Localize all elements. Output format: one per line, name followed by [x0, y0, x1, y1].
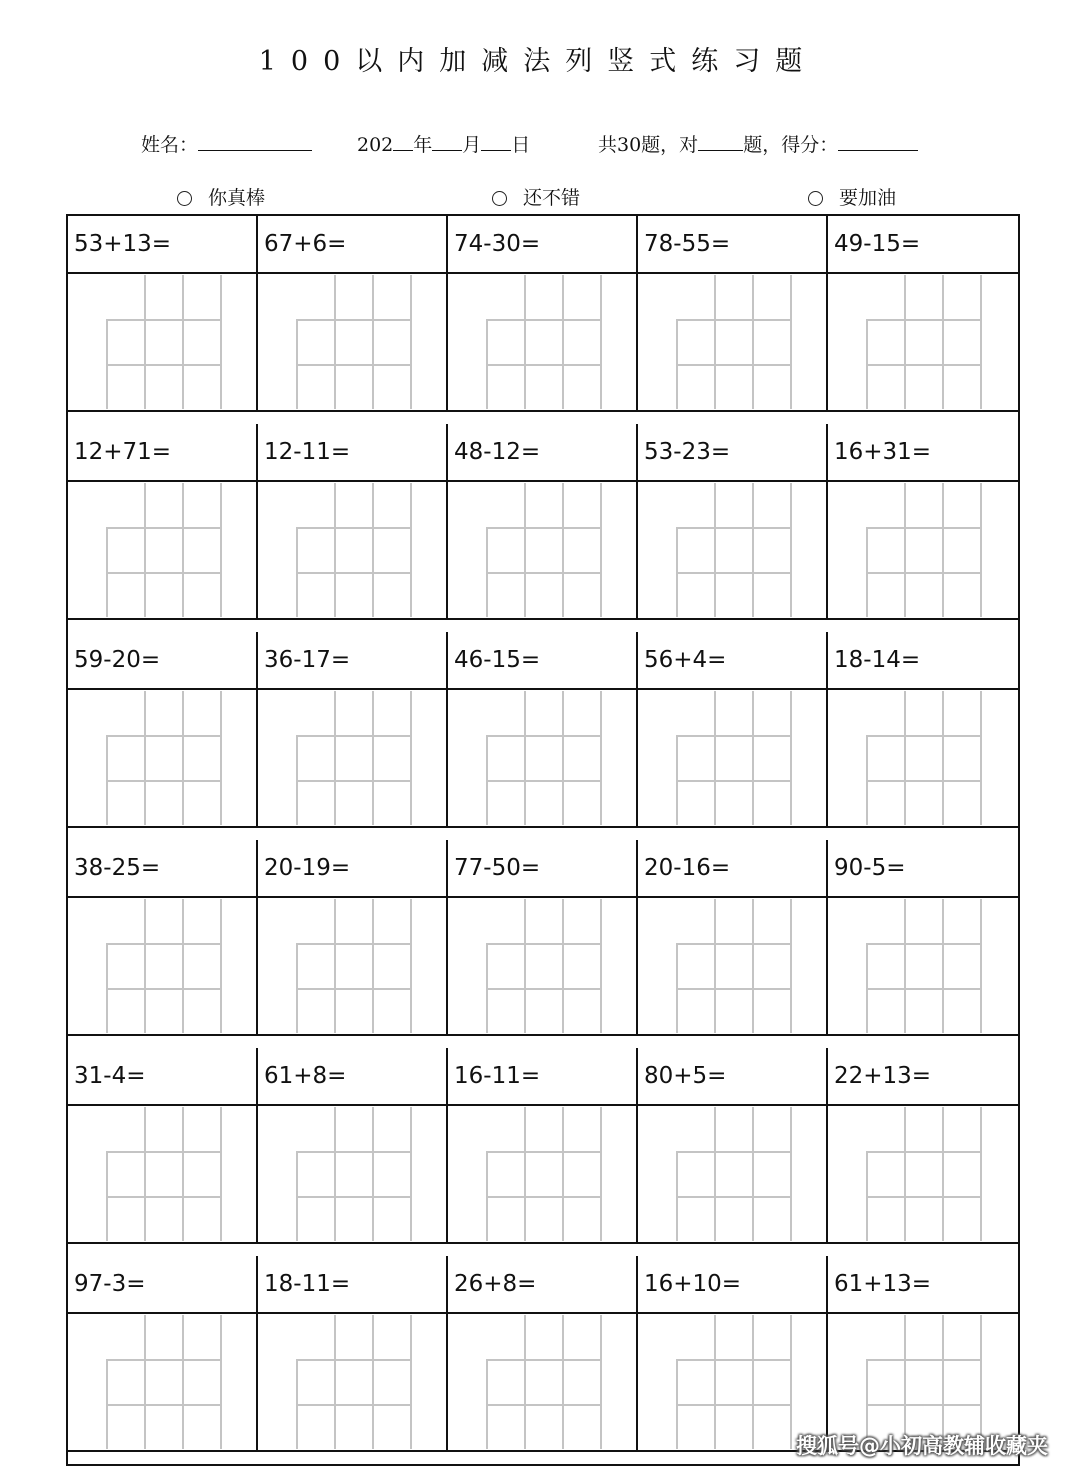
total-label: 共30题，对	[598, 134, 699, 156]
grid-line	[486, 988, 601, 990]
grid-line	[562, 275, 564, 409]
month-label: 月	[462, 134, 482, 156]
problem-cell	[638, 632, 828, 826]
answer-grid[interactable]	[106, 1315, 246, 1449]
grid-line	[486, 780, 601, 782]
grid-line	[372, 899, 374, 1033]
grid-line	[410, 691, 412, 825]
problem-cell	[258, 1256, 448, 1450]
grid-line	[676, 527, 791, 529]
answer-grid[interactable]	[486, 899, 626, 1033]
name-field	[141, 130, 312, 160]
grid-line	[942, 899, 944, 1033]
grid-line	[866, 572, 981, 574]
grid-line	[106, 1359, 221, 1361]
grid-line	[106, 527, 221, 529]
problem-cell	[258, 424, 448, 618]
grid-line	[106, 1196, 221, 1198]
rating-option	[492, 183, 580, 213]
problem-cell	[448, 840, 638, 1034]
grid-line	[486, 735, 601, 737]
problem-row	[68, 216, 1018, 412]
problem-text: 20-16=	[638, 840, 826, 898]
month-blank	[432, 130, 462, 151]
grid-line	[182, 1315, 184, 1449]
answer-grid[interactable]	[486, 1315, 626, 1449]
problem-text: 18-11=	[258, 1256, 446, 1314]
name-blank	[198, 130, 312, 151]
answer-grid[interactable]	[676, 899, 816, 1033]
problem-cell	[68, 1048, 258, 1242]
grid-line	[904, 899, 906, 1033]
rating-options	[0, 183, 1076, 213]
grid-line	[752, 1107, 754, 1241]
grid-line	[714, 275, 716, 409]
grid-line	[334, 691, 336, 825]
grid-line	[980, 899, 982, 1033]
answer-grid[interactable]	[866, 1107, 1006, 1241]
grid-line	[980, 1315, 982, 1449]
grid-line	[676, 1196, 791, 1198]
answer-grid[interactable]	[676, 1107, 816, 1241]
problem-text: 31-4=	[68, 1048, 256, 1106]
grid-line	[182, 899, 184, 1033]
grid-line	[296, 1359, 411, 1361]
grid-line	[296, 943, 411, 945]
answer-grid[interactable]	[676, 691, 816, 825]
year-blank	[393, 130, 413, 151]
problem-cell	[258, 1048, 448, 1242]
grid-line	[296, 735, 411, 737]
grid-line	[334, 483, 336, 617]
problem-row	[68, 424, 1018, 620]
rating-label: 要加油	[839, 187, 897, 209]
grid-line	[866, 1151, 981, 1153]
grid-line	[980, 275, 982, 409]
problem-text: 26+8=	[448, 1256, 636, 1314]
grid-line	[524, 275, 526, 409]
grid-line	[372, 275, 374, 409]
grid-line	[410, 275, 412, 409]
grid-line	[676, 1359, 791, 1361]
grid-line	[106, 780, 221, 782]
problem-cell	[68, 840, 258, 1034]
problem-text: 56+4=	[638, 632, 826, 690]
grid-line	[296, 527, 411, 529]
problem-cell	[828, 216, 1018, 410]
grid-line	[562, 1107, 564, 1241]
year-prefix: 202	[357, 134, 394, 156]
grid-line	[486, 319, 601, 321]
problem-cell	[258, 632, 448, 826]
grid-line	[144, 899, 146, 1033]
grid-line	[524, 691, 526, 825]
name-label: 姓名：	[141, 134, 199, 156]
answer-grid[interactable]	[486, 1107, 626, 1241]
grid-line	[144, 691, 146, 825]
problem-cell	[68, 216, 258, 410]
grid-line	[144, 1315, 146, 1449]
grid-line	[942, 691, 944, 825]
grid-line	[866, 988, 981, 990]
grid-line	[220, 1107, 222, 1241]
grid-line	[942, 1315, 944, 1449]
problem-cell	[258, 216, 448, 410]
problem-cell	[68, 1256, 258, 1450]
grid-line	[904, 1107, 906, 1241]
problem-text: 12+71=	[68, 424, 256, 482]
grid-line	[752, 1315, 754, 1449]
answer-grid[interactable]	[676, 483, 816, 617]
grid-line	[296, 1404, 411, 1406]
grid-line	[296, 364, 411, 366]
circle-icon	[177, 191, 192, 206]
grid-line	[372, 1107, 374, 1241]
answer-grid[interactable]	[106, 275, 246, 409]
grid-line	[562, 1315, 564, 1449]
grid-line	[676, 1151, 791, 1153]
grid-line	[486, 364, 601, 366]
grid-line	[106, 1404, 221, 1406]
problem-row	[68, 1048, 1018, 1244]
grid-line	[220, 275, 222, 409]
grid-line	[752, 483, 754, 617]
grid-line	[182, 483, 184, 617]
grid-line	[562, 899, 564, 1033]
grid-line	[334, 1107, 336, 1241]
answer-grid[interactable]	[486, 691, 626, 825]
grid-line	[752, 691, 754, 825]
answer-grid[interactable]	[676, 1315, 816, 1449]
answer-grid[interactable]	[106, 483, 246, 617]
problem-row	[68, 840, 1018, 1036]
answer-grid[interactable]	[866, 483, 1006, 617]
grid-line	[144, 275, 146, 409]
problem-cell	[828, 840, 1018, 1034]
grid-line	[790, 275, 792, 409]
grid-line	[676, 572, 791, 574]
problem-cell	[638, 1256, 828, 1450]
grid-line	[790, 483, 792, 617]
problem-text: 74-30=	[448, 216, 636, 274]
answer-grid[interactable]	[296, 899, 436, 1033]
grid-line	[220, 899, 222, 1033]
grid-line	[942, 1107, 944, 1241]
grid-line	[486, 1151, 601, 1153]
answer-grid[interactable]	[486, 483, 626, 617]
grid-line	[600, 275, 602, 409]
answer-grid[interactable]	[486, 275, 626, 409]
problem-cell	[638, 840, 828, 1034]
grid-line	[296, 572, 411, 574]
grid-line	[600, 1107, 602, 1241]
grid-line	[676, 1404, 791, 1406]
grid-line	[220, 483, 222, 617]
problem-cell	[68, 632, 258, 826]
answer-grid[interactable]	[676, 275, 816, 409]
problem-text: 16-11=	[448, 1048, 636, 1106]
rating-label: 还不错	[523, 187, 581, 209]
grid-line	[486, 1196, 601, 1198]
question-label: 题，得分：	[743, 134, 839, 156]
grid-line	[866, 735, 981, 737]
grid-line	[676, 364, 791, 366]
grid-line	[296, 1151, 411, 1153]
day-label: 日	[511, 134, 531, 156]
grid-line	[676, 735, 791, 737]
problem-cell	[638, 1048, 828, 1242]
grid-line	[410, 483, 412, 617]
problem-text: 53+13=	[68, 216, 256, 274]
grid-line	[600, 483, 602, 617]
grid-line	[296, 319, 411, 321]
score-field	[598, 130, 918, 160]
grid-line	[372, 483, 374, 617]
year-label: 年	[413, 134, 433, 156]
grid-line	[486, 572, 601, 574]
grid-line	[334, 1315, 336, 1449]
grid-line	[866, 364, 981, 366]
grid-line	[714, 899, 716, 1033]
rating-option	[808, 183, 896, 213]
grid-line	[600, 1315, 602, 1449]
grid-line	[182, 1107, 184, 1241]
grid-line	[220, 691, 222, 825]
grid-line	[980, 483, 982, 617]
watermark: 搜狐号@小初高教辅收藏夹	[796, 1434, 1048, 1458]
grid-line	[676, 943, 791, 945]
grid-line	[904, 483, 906, 617]
grid-line	[752, 275, 754, 409]
grid-line	[866, 1359, 981, 1361]
grid-line	[714, 1107, 716, 1241]
grid-line	[182, 691, 184, 825]
grid-line	[486, 527, 601, 529]
problem-cell	[828, 1256, 1018, 1450]
grid-line	[790, 1107, 792, 1241]
grid-line	[524, 1315, 526, 1449]
problem-cell	[638, 424, 828, 618]
rating-option	[177, 183, 265, 213]
grid-line	[296, 1196, 411, 1198]
answer-grid[interactable]	[296, 483, 436, 617]
grid-line	[410, 1315, 412, 1449]
problem-cell	[68, 424, 258, 618]
grid-line	[980, 1107, 982, 1241]
grid-line	[296, 780, 411, 782]
problem-text: 59-20=	[68, 632, 256, 690]
problem-cell	[448, 424, 638, 618]
grid-line	[524, 1107, 526, 1241]
score-blank	[838, 130, 918, 151]
grid-line	[904, 1315, 906, 1449]
grid-line	[562, 483, 564, 617]
grid-line	[866, 780, 981, 782]
answer-grid[interactable]	[866, 899, 1006, 1033]
grid-line	[866, 319, 981, 321]
grid-line	[372, 691, 374, 825]
problem-cell	[638, 216, 828, 410]
problem-cell	[448, 1256, 638, 1450]
problem-text: 38-25=	[68, 840, 256, 898]
grid-line	[904, 691, 906, 825]
problem-text: 97-3=	[68, 1256, 256, 1314]
grid-line	[790, 691, 792, 825]
grid-line	[790, 899, 792, 1033]
problem-text: 90-5=	[828, 840, 1018, 898]
grid-line	[676, 780, 791, 782]
answer-grid[interactable]	[866, 1315, 1006, 1449]
grid-line	[106, 1151, 221, 1153]
grid-line	[334, 275, 336, 409]
grid-line	[714, 1315, 716, 1449]
grid-line	[524, 899, 526, 1033]
date-field	[357, 130, 530, 160]
grid-line	[372, 1315, 374, 1449]
day-blank	[481, 130, 511, 151]
grid-line	[524, 483, 526, 617]
grid-line	[942, 483, 944, 617]
problem-row	[68, 1256, 1018, 1452]
grid-line	[866, 943, 981, 945]
grid-line	[182, 275, 184, 409]
circle-icon	[808, 191, 823, 206]
problem-text: 80+5=	[638, 1048, 826, 1106]
problem-cell	[448, 1048, 638, 1242]
grid-line	[106, 319, 221, 321]
grid-line	[980, 691, 982, 825]
correct-blank	[698, 130, 743, 151]
answer-grid[interactable]	[296, 691, 436, 825]
problem-text: 16+10=	[638, 1256, 826, 1314]
problem-text: 53-23=	[638, 424, 826, 482]
problem-cell	[448, 632, 638, 826]
worksheet-title: 100以内加减法列竖式练习题	[258, 46, 818, 77]
problem-text: 16+31=	[828, 424, 1018, 482]
answer-grid[interactable]	[106, 1107, 246, 1241]
problem-text: 49-15=	[828, 216, 1018, 274]
problem-cell	[828, 424, 1018, 618]
grid-line	[866, 1404, 981, 1406]
rating-label: 你真棒	[208, 187, 266, 209]
grid-line	[942, 275, 944, 409]
grid-line	[296, 988, 411, 990]
problem-text: 77-50=	[448, 840, 636, 898]
answer-grid[interactable]	[296, 1315, 436, 1449]
answer-grid[interactable]	[866, 275, 1006, 409]
grid-line	[676, 988, 791, 990]
answer-grid[interactable]	[866, 691, 1006, 825]
problem-text: 18-14=	[828, 632, 1018, 690]
grid-line	[714, 691, 716, 825]
grid-line	[600, 691, 602, 825]
answer-grid[interactable]	[106, 691, 246, 825]
grid-line	[144, 483, 146, 617]
problem-text: 12-11=	[258, 424, 446, 482]
grid-line	[410, 1107, 412, 1241]
grid-line	[904, 275, 906, 409]
grid-line	[410, 899, 412, 1033]
problem-row	[68, 632, 1018, 828]
problem-text: 36-17=	[258, 632, 446, 690]
grid-line	[486, 1404, 601, 1406]
problem-text: 61+8=	[258, 1048, 446, 1106]
grid-line	[220, 1315, 222, 1449]
grid-line	[106, 988, 221, 990]
answer-grid[interactable]	[296, 275, 436, 409]
problem-text: 48-12=	[448, 424, 636, 482]
grid-line	[562, 691, 564, 825]
grid-line	[866, 1196, 981, 1198]
grid-line	[752, 899, 754, 1033]
answer-grid[interactable]	[296, 1107, 436, 1241]
grid-line	[486, 1359, 601, 1361]
grid-line	[600, 899, 602, 1033]
problem-text: 67+6=	[258, 216, 446, 274]
problem-text: 78-55=	[638, 216, 826, 274]
problem-text: 61+13=	[828, 1256, 1018, 1314]
grid-line	[486, 943, 601, 945]
grid-line	[334, 899, 336, 1033]
grid-line	[790, 1315, 792, 1449]
problem-cell	[258, 840, 448, 1034]
grid-line	[106, 943, 221, 945]
problem-cell	[828, 1048, 1018, 1242]
grid-line	[106, 735, 221, 737]
problem-grid	[66, 214, 1020, 1466]
problem-cell	[448, 216, 638, 410]
grid-line	[714, 483, 716, 617]
problem-cell	[828, 632, 1018, 826]
grid-line	[106, 572, 221, 574]
problem-text: 22+13=	[828, 1048, 1018, 1106]
problem-text: 20-19=	[258, 840, 446, 898]
answer-grid[interactable]	[106, 899, 246, 1033]
student-info-line	[0, 130, 1076, 160]
grid-line	[106, 364, 221, 366]
grid-line	[144, 1107, 146, 1241]
grid-line	[866, 527, 981, 529]
problem-text: 46-15=	[448, 632, 636, 690]
grid-line	[676, 319, 791, 321]
circle-icon	[492, 191, 507, 206]
